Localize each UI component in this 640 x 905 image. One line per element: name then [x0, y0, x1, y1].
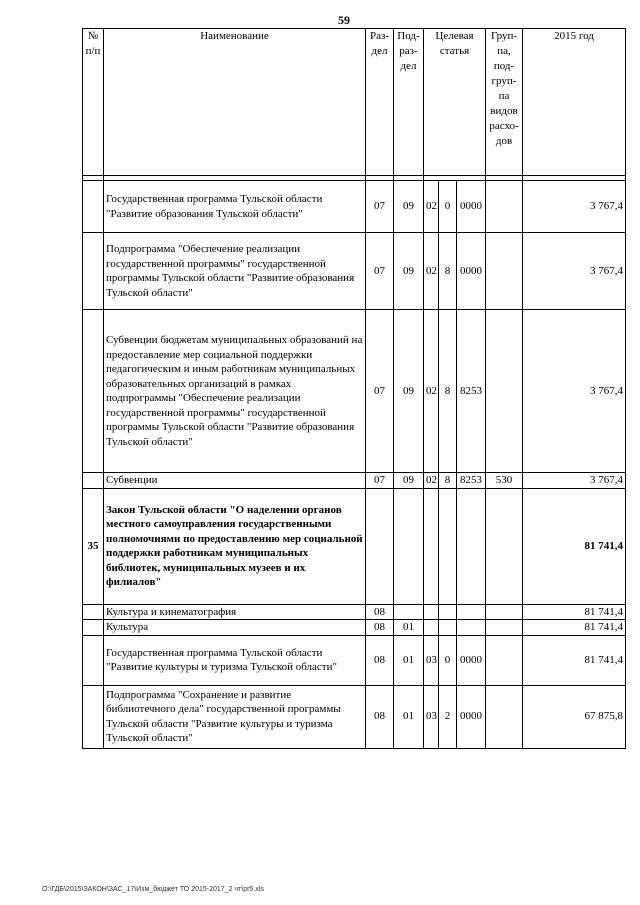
row-name: Подпрограмма "Обеспечение реализации государственной программы" государственной программы Тульской области "Развитие образования Тульской области"	[104, 233, 366, 310]
row-num	[83, 310, 104, 473]
row-target-subprogram: 8	[439, 233, 457, 310]
row-group	[486, 604, 523, 620]
row-name: Подпрограмма "Сохранение и развитие библиотечного дела" государственной программы Тульской области "Развитие культуры и туризма Тульской области"	[104, 685, 366, 748]
table-header-row	[83, 29, 626, 176]
table-row	[83, 181, 626, 233]
row-target-code	[457, 604, 486, 620]
row-group	[486, 233, 523, 310]
row-podrazdel: 09	[394, 181, 424, 233]
row-razdel	[366, 488, 394, 604]
row-num	[83, 233, 104, 310]
header-podrazdel: Под-раз-дел	[394, 29, 424, 176]
row-target-subprogram: 8	[439, 310, 457, 473]
header-target: Целевая статья	[424, 29, 486, 176]
row-target-program	[424, 488, 439, 604]
table-row	[83, 604, 626, 620]
row-target-subprogram	[439, 488, 457, 604]
row-group: 530	[486, 473, 523, 489]
row-num: 35	[83, 488, 104, 604]
header-group: Груп-па, под-груп-па видов расхо-дов	[486, 29, 523, 176]
row-target-code: 8253	[457, 473, 486, 489]
table-row-law	[83, 488, 626, 604]
row-target-code	[457, 620, 486, 636]
header-name: Наименование	[104, 29, 366, 176]
row-name: Государственная программа Тульской области "Развитие культуры и туризма Тульской области"	[104, 635, 366, 685]
row-amount: 81 741,4	[523, 620, 626, 636]
table-row	[83, 635, 626, 685]
row-razdel: 08	[366, 685, 394, 748]
row-num	[83, 181, 104, 233]
page-number: 59	[338, 13, 350, 27]
row-podrazdel: 09	[394, 233, 424, 310]
row-group	[486, 635, 523, 685]
row-razdel: 07	[366, 233, 394, 310]
row-podrazdel: 01	[394, 620, 424, 636]
row-podrazdel	[394, 488, 424, 604]
row-target-program	[424, 604, 439, 620]
row-target-code: 0000	[457, 685, 486, 748]
row-razdel: 08	[366, 635, 394, 685]
row-name: Культура	[104, 620, 366, 636]
row-podrazdel: 01	[394, 635, 424, 685]
header-year: 2015 год	[523, 29, 626, 176]
row-podrazdel: 09	[394, 473, 424, 489]
row-amount: 3 767,4	[523, 181, 626, 233]
row-target-program: 03	[424, 685, 439, 748]
row-amount: 81 741,4	[523, 488, 626, 604]
row-num	[83, 635, 104, 685]
row-target-program: 02	[424, 473, 439, 489]
row-group	[486, 685, 523, 748]
row-group	[486, 620, 523, 636]
budget-table	[82, 28, 626, 749]
row-razdel: 07	[366, 310, 394, 473]
table-row	[83, 685, 626, 748]
row-target-program: 02	[424, 233, 439, 310]
row-amount: 81 741,4	[523, 604, 626, 620]
row-target-subprogram	[439, 604, 457, 620]
file-path-footer: O:\ГДБ\2015\ЗАКОН\ЗАС_17\Изм_бюджет ТО 2015-2017_2 чт\pr5.xls	[42, 886, 264, 893]
row-razdel: 07	[366, 473, 394, 489]
row-name: Субвенции	[104, 473, 366, 489]
row-podrazdel: 09	[394, 310, 424, 473]
row-target-code: 0000	[457, 181, 486, 233]
table-row	[83, 310, 626, 473]
row-razdel: 08	[366, 620, 394, 636]
row-target-code: 0000	[457, 233, 486, 310]
row-target-program: 03	[424, 635, 439, 685]
row-target-program: 02	[424, 181, 439, 233]
row-razdel: 08	[366, 604, 394, 620]
row-target-subprogram	[439, 620, 457, 636]
row-group	[486, 310, 523, 473]
row-num	[83, 604, 104, 620]
row-name: Государственная программа Тульской области "Развитие образования Тульской области"	[104, 181, 366, 233]
table-row	[83, 620, 626, 636]
table-row	[83, 473, 626, 489]
row-amount: 3 767,4	[523, 310, 626, 473]
row-amount: 3 767,4	[523, 233, 626, 310]
row-razdel: 07	[366, 181, 394, 233]
row-target-subprogram: 2	[439, 685, 457, 748]
row-podrazdel: 01	[394, 685, 424, 748]
row-target-subprogram: 0	[439, 635, 457, 685]
row-group	[486, 181, 523, 233]
row-num	[83, 473, 104, 489]
row-name: Закон Тульской области "О наделении органов местного самоуправления государственными полномочиями по предоставлению мер социальной поддержки работникам муниципальных библиотек, муниципальных музеев и их филиалов"	[104, 488, 366, 604]
table-row	[83, 233, 626, 310]
row-amount: 67 875,8	[523, 685, 626, 748]
row-amount: 3 767,4	[523, 473, 626, 489]
row-name: Культура и кинематография	[104, 604, 366, 620]
row-target-code: 0000	[457, 635, 486, 685]
row-target-subprogram: 0	[439, 181, 457, 233]
row-target-code	[457, 488, 486, 604]
row-target-code: 8253	[457, 310, 486, 473]
row-podrazdel	[394, 604, 424, 620]
row-name: Субвенции бюджетам муниципальных образований на предоставление мер социальной поддержки педагогическим и иным работникам муниципальных образовательных организаций в рамках подпрограммы "Обеспечение реализации государственной программы" государственной программы Тульской области "Развитие образования Тульской области"	[104, 310, 366, 473]
row-amount: 81 741,4	[523, 635, 626, 685]
row-target-program: 02	[424, 310, 439, 473]
row-num	[83, 685, 104, 748]
header-num: № п/п	[83, 29, 104, 176]
row-num	[83, 620, 104, 636]
row-target-subprogram: 8	[439, 473, 457, 489]
row-target-program	[424, 620, 439, 636]
row-group	[486, 488, 523, 604]
header-razdel: Раз-дел	[366, 29, 394, 176]
